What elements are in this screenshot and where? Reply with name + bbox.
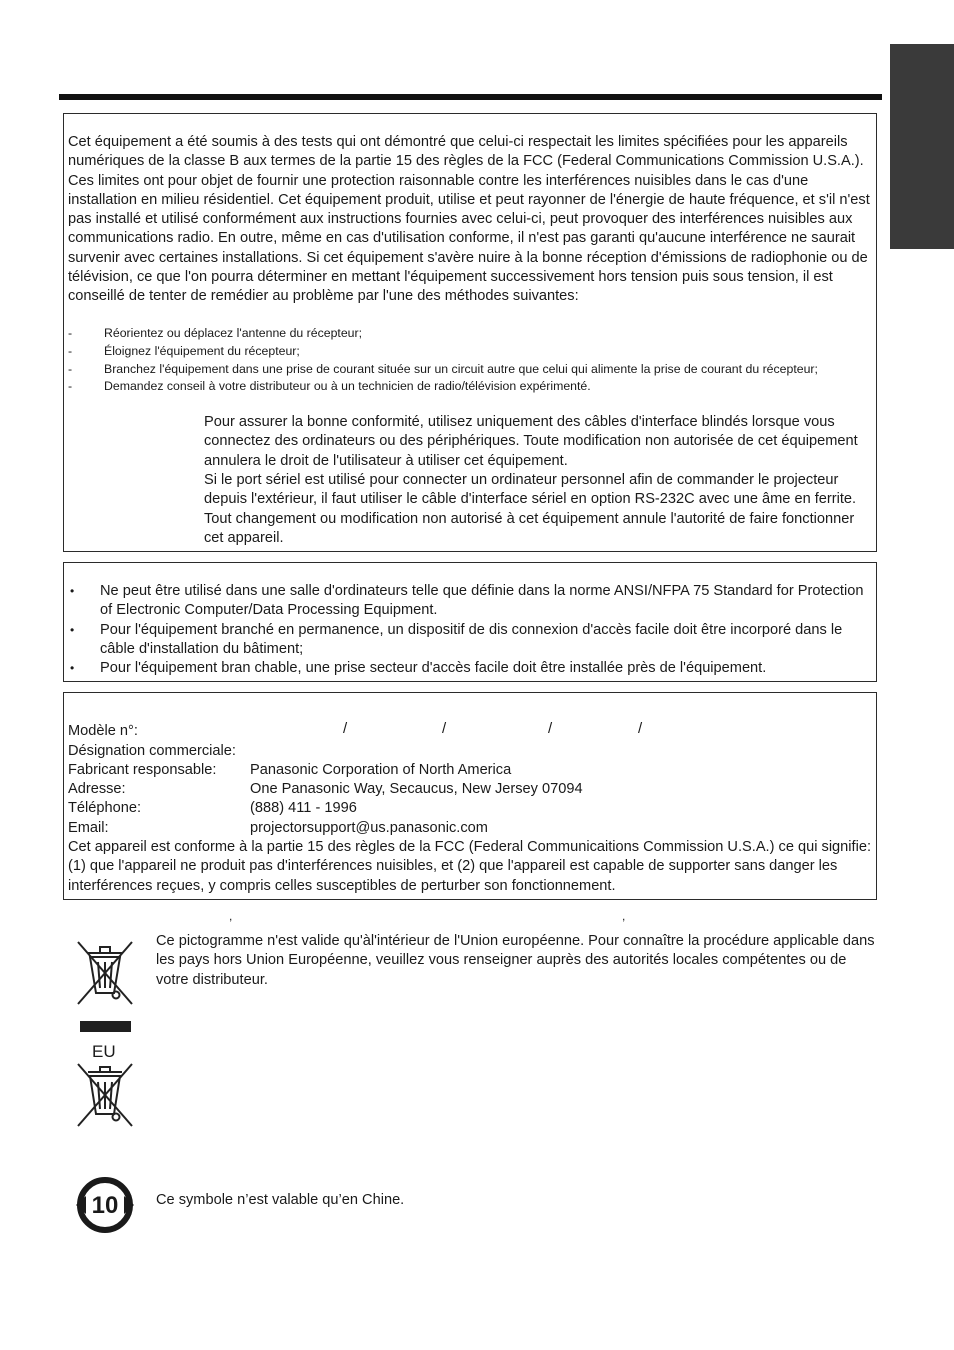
list-item: - Éloignez l'équipement du récepteur; <box>68 343 300 358</box>
chapter-tab <box>890 44 954 249</box>
list-item: • Pour l'équipement bran chable, une prise secteur d'accès facile doit être installée près de l'équipement. <box>70 660 767 677</box>
list-item: - Réorientez ou déplacez l'antenne du récepteur; <box>68 326 363 340</box>
interference-measures <box>68 325 874 396</box>
trade-name-row: Désignation commerciale: <box>68 743 236 759</box>
list-item: - Demandez conseil à votre distributeur ou à un technicien de radio/télévision expérimenté. <box>68 379 591 394</box>
crossed-bin-icon <box>74 1062 136 1128</box>
list-item: - Branchez l'équipement dans une prise de courant située sur un circuit autre que celui qui alimente la prise de courant du récepteur; <box>68 361 818 376</box>
model-separator: / <box>638 720 643 737</box>
header-rule <box>59 94 882 100</box>
cable-paragraph: Pour assurer la bonne conformité, utilisez uniquement des câbles d'interface blindés lorsque vous connectez des ordinateurs ou des périphériques. Toute modification non autorisée de cet équipement annulera le droit de l'utilisateur à utiliser cet équipement. <box>204 414 858 469</box>
fcc-paragraph: Cet équipement a été soumis à des tests qui ont démontré que celui-ci respectait les limites spécifiées pour les appareils numériques de la classe B aux termes de la partie 15 des règles de la FCC (Federal Communications Commission U.S.A.). Ces limites ont pour objet de fournir une protection raisonnable contre les interférences nuisibles dans le cas d'une installation en milieu résidentiel. Cet équipement produit, utilise et peut rayonner de l'énergie de haute fréquence, et s'il n'est pas installé et utilisé conformément aux instructions fournies avec celui-ci, peut provoquer des interférences nuisibles aux communications radio. En outre, même en cas d'utilisation conforme, il n'est pas garanti qu'aucune interférence ne saurait survenir avec certaines installations. Si cet équipement s'avère nuire à la bonne réception d'émissions de radiophonie ou de télévision, ce que l'on pourra déterminer en mettant l'équipement successivement hors tension puis sous tension, il est conseillé de tenter de remédier au problème par l'une des méthodes suivantes: <box>68 134 870 305</box>
badge-number: 10 <box>91 1192 119 1219</box>
weee-note: Ce pictogramme n'est valide qu'àl'intérieur de l'Union européenne. Pour connaître la procédure applicable dans les pays hors Union Européenne, veuillez vous renseigner auprès des autorités locales compétentes ou de votre distributeur. <box>156 933 875 988</box>
list-item: • Pour l'équipement branché en permanence, un dispositif de dis connexion d'accès facile doit être incorporé dans le câble d'installation du bâtiment; <box>70 621 843 657</box>
manufacturer-row: Fabricant responsable: Panasonic Corporation of North America <box>68 762 512 778</box>
eu-bar <box>80 1021 131 1032</box>
model-row: Modèle n°: <box>68 723 138 739</box>
model-separator: / <box>548 720 553 737</box>
china-note: Ce symbole n’est valable qu’en Chine. <box>156 1192 405 1208</box>
eu-label: EU <box>92 1042 116 1061</box>
phone-row: Téléphone: (888) 411 - 1996 <box>68 800 357 816</box>
installation-warnings <box>64 582 874 678</box>
model-separator: / <box>442 720 447 737</box>
china-rohs-icon <box>74 1176 136 1234</box>
crossed-bin-icon <box>74 938 136 1008</box>
stray-comma: , <box>622 909 626 923</box>
conformity-paragraph: Cet appareil est conforme à la partie 15 des règles de la FCC (Federal Communicaitions Commission U.S.A.) ce qui signifie: (1) que l'appareil ne produit pas d'interférences nuisibles, et (2) que l'appareil est capable de supporter sans danger les interférences reçues, y compris celles susceptibles de perturber son fonctionnement. <box>68 839 871 894</box>
serial-paragraph: Si le port sériel est utilisé pour connecter un ordinateur personnel afin de commander le projecteur depuis l'extérieur, il faut utiliser le câble d'interface sériel en option RS-232C avec une âme en ferrite. Tout changement ou modification non autorisé à cet équipement annule l'autorité de faire fonctionner cet appareil. <box>204 472 857 546</box>
list-item: • Ne peut être utilisé dans une salle d'ordinateurs telle que définie dans la norme ANSI/NFPA 75 Standard for Protection of Electronic Computer/Data Processing Equipment. <box>70 583 864 619</box>
email-row: Email: projectorsupport@us.panasonic.com <box>68 820 488 836</box>
stray-comma: , <box>229 909 233 923</box>
address-row: Adresse: One Panasonic Way, Secaucus, New Jersey 07094 <box>68 781 583 797</box>
model-separator: / <box>343 720 348 737</box>
